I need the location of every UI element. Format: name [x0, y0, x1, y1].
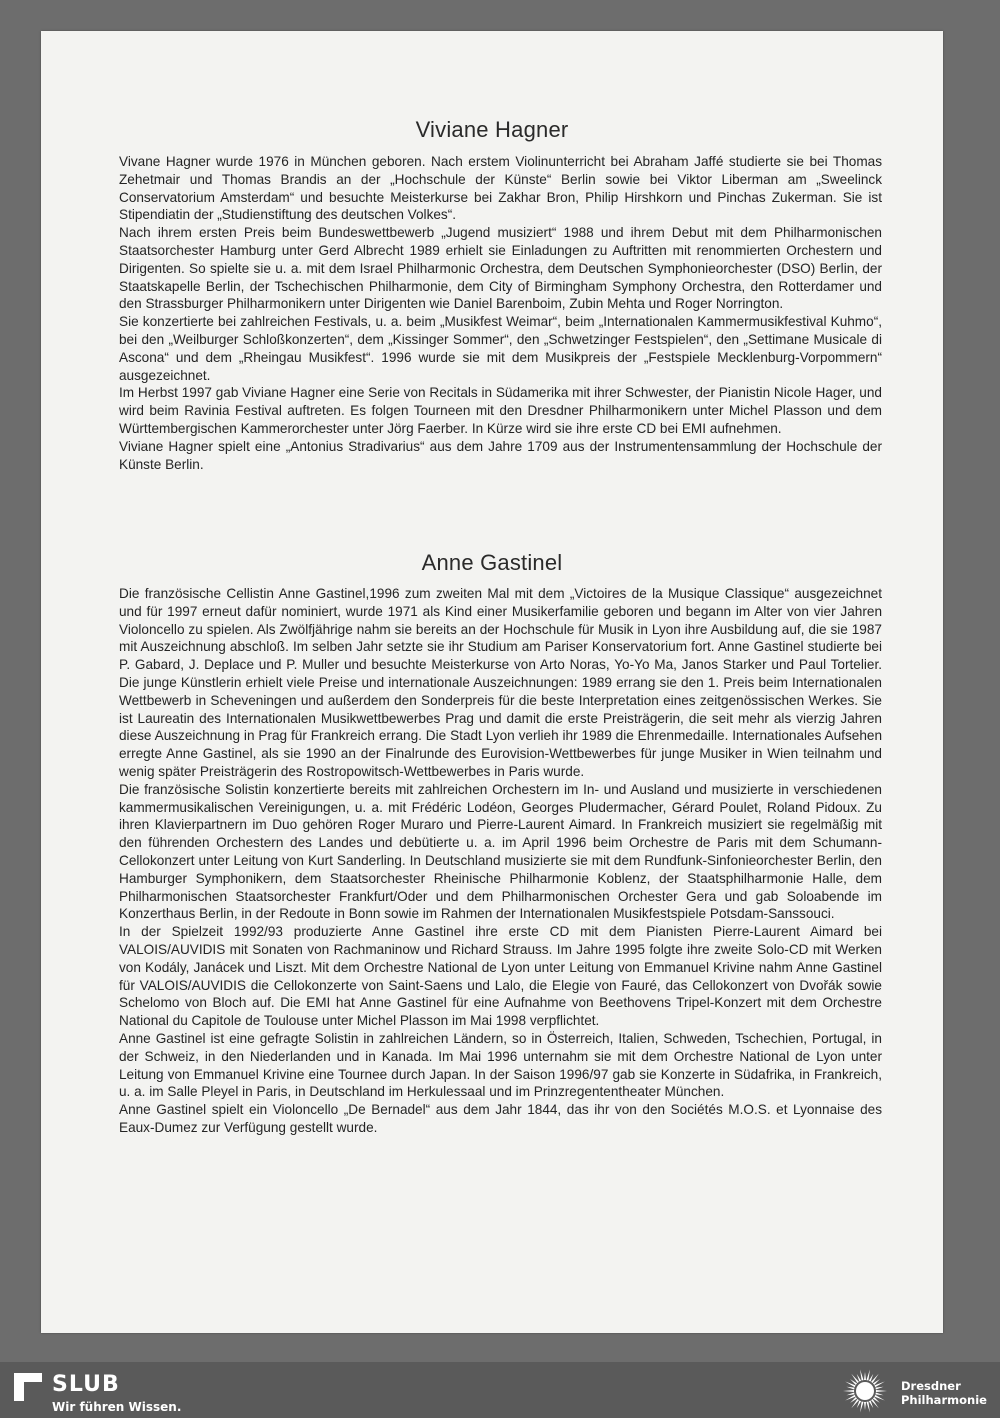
- philharmonie-name[interactable]: [901, 1379, 987, 1407]
- paragraph: Im Herbst 1997 gab Viviane Hagner eine Serie von Recitals in Südamerika mit ihrer Schwester, der Pianistin Nicole Hager, und wird beim Ravinia Festival auftreten. Es folgen Tourneen mit den Dresdner Philharmonikern unter Michel Plasson und dem Württembergischen Kammerorchester unter Jörg Faerber. In Kürze wird sie ihre erste CD bei EMI aufnehmen.: [119, 385, 882, 436]
- sun-ray: [876, 1390, 887, 1392]
- philharmonie-sun-logo-icon[interactable]: [842, 1368, 888, 1414]
- sun-ray: [843, 1390, 854, 1392]
- sun-ray: [866, 1401, 869, 1412]
- paragraph: Anne Gastinel ist eine gefragte Solistin in zahlreichen Ländern, so in Österreich, Italien, Schweden, Tschechien, Portugal, in der Schweiz, in den Niederlanden und in Kanada. Im Mai 1996 unternahm sie mit dem Orchestre National de Lyon unter Leitung von Emmanuel Krivine eine Tournee durch Japan. In der Saison 1996/97 gab sie Konzerte in Südafrika, in Frankreich, u. a. im Salle Pleyel in Paris, in Deutschland im Herkulessaal und im Prinzregententheater München.: [119, 1030, 882, 1100]
- philharmonie-name-line1: Dresdner: [901, 1379, 961, 1393]
- paragraph: Vivane Hagner wurde 1976 in München geboren. Nach erstem Violinunterricht bei Abraham Jaffé studierte sie bei Thomas Zehetmair und Thomas Brandis an der „Hochschule der Künste“ Berlin sowie bei Viktor Liberman am „Sweelinck Conservatorium Amsterdam“ und besuchte Meisterkurse bei Zakhar Bron, Philip Hirshkorn und Pinchas Zukerman. Sie ist Stipendiatin der „Studienstiftung des deutschen Volkes“.: [119, 154, 882, 223]
- paragraph: Sie konzertierte bei zahlreichen Festivals, u. a. beim „Musikfest Weimar“, beim „Internationalen Kammermusikfestival Kuhmo“, bei den „Weilburger Schloßkonzerten“, dem „Kissinger Sommer“, den „Schwetzinger Festspielen“, den „Settimane Musicale di Ascona“ und dem „Rheingau Musikfest“. 1996 wurde sie mit dem Musikpreis der „Festspiele Mecklenburg-Vorpommern“ ausgezeichnet.: [119, 314, 882, 383]
- paragraph: Nach ihrem ersten Preis beim Bundeswettbewerb „Jugend musiziert“ 1988 und ihrem Debut mit dem Philharmonischen Staatsorchester Hamburg unter Gerd Albrecht 1989 erhielt sie Einladungen zu Auftritten mit renommierten Orchestern und Dirigenten. So spielte sie u. a. mit dem Israel Philharmonic Orchestra, dem Deutschen Symphonieorchester (DSO) Berlin, der Staatskapelle Berlin, der Tschechischen Philharmonie, dem City of Birmingham Symphony Orchestra, den Rotterdamer und den Strassburger Philharmonikern unter Dirigenten wie Daniel Barenboim, Zubin Mehta und Roger Norrington.: [119, 225, 882, 312]
- sun-ray: [846, 1387, 854, 1390]
- sun-ray: [875, 1387, 883, 1390]
- paragraph: Die französische Solistin konzertierte bereits mit zahlreichen Orchestern im In- und Ausland und musizierte in verschiedenen kammermusikalischen Vereinigungen, u. a. mit Frédéric Lodéon, Georges Pludermacher, Gérard Poulet, Roland Pidoux. Zu ihren Klavierpartnern im Duo gehören Roger Muraro und Pierre-Laurent Aimard. In Frankreich musiziert sie regelmäßig mit den führenden Orchestern des Landes und debütierte u. a. im April 1996 beim Orchestre de Paris mit dem Schumann-Cellokonzert unter Leitung von Kurt Sanderling. In Deutschland musizierte sie mit dem Rundfunk-Sinfonieorchester Berlin, den Hamburger Symphonikern, dem Staatsorchester Rheinische Philharmonie Koblenz, der Staatsphilharmonie Halle, dem Philharmonischen Staatsorchester Frankfurt/Oder und dem Philharmonischen Orchester Gera und gab Soloabende im Konzerthaus Berlin, in der Redoute in Bonn sowie im Rahmen der Internationalen Musikfestspiele Potsdam-Sanssouci.: [119, 781, 882, 922]
- footer-bar: [0, 1362, 1000, 1418]
- philharmonie-name-line2: Philharmonie: [901, 1393, 987, 1407]
- paragraph: In der Spielzeit 1992/93 produzierte Anne Gastinel ihre erste CD mit dem Pianisten Pierre-Laurent Aimard bei VALOIS/AUVIDIS mit Sonaten von Rachmaninow und Richard Strauss. Im Jahre 1995 folgte ihre zweite Solo-CD mit Werken von Kodály, Janácek und Liszt. Mit dem Orchestre National de Lyon unter Leitung von Emmanuel Krivine nahm Anne Gastinel für VALOIS/AUVIDIS die Cellokonzerte von Saint-Saens und Lalo, die Elegie von Fauré, das Cellokonzert von Dvořák sowie Schelomo von Bloch auf. Die EMI hat Anne Gastinel für eine Aufnahme von Beethovens Tripel-Konzert mit dem Orchestre National du Capitole de Toulouse unter Michel Plasson im Mai 1998 verpflichtet.: [119, 924, 882, 1029]
- slub-logo-icon[interactable]: [14, 1373, 42, 1401]
- sun-ray: [875, 1392, 883, 1395]
- paragraph: Die französische Cellistin Anne Gastinel,1996 zum zweiten Mal mit dem „Victoires de la Musique Classique“ ausgezeichnet und für 1997 erneut dafür nominiert, wurde 1971 als Kind einer Musikerfamilie geboren und begann im Alter von vier Jahren Violoncello zu spielen. Als Zwölfjährige nahm sie bereits an der Hochschule für Musik in Lyon ihre Ausbildung auf, die sie 1987 mit Auszeichnung abschloß. Im selben Jahr setzte sie ihr Studium am Pariser Konservatorium fort. Anne Gastinel studierte bei P. Gabard, J. Deplace und P. Muller und besuchte Meisterkurse von Arto Noras, Yo-Yo Ma, Janos Starker und Paul Tortelier. Die junge Künstlerin erhielt viele Preise und internationale Auszeichnungen: 1989 errang sie den 1. Preis beim Internationalen Wettbewerb in Scheveningen und außerdem den Sonderpreis für die beste Interpretation eines zeitgenössischen Werkes. Sie ist Laureatin des Internationalen Musikwettbewerbes Prag und damit die erste Preisträgerin, die seit mehr als vierzig Jahren diese Auszeichnung in Prag für Frankreich errang. Die Stadt Lyon verlieh ihr 1989 die Ehrenmedaille. Internationales Aufsehen erregte Anne Gastinel, als sie 1990 an der Finalrunde des Eurovision-Wettbewerbes für junge Musiker in Wien teilnahm und wenig später Preisträgerin des Rostropowitsch-Wettbewerbes in Paris wurde.: [119, 586, 882, 779]
- sun-ray: [864, 1402, 866, 1410]
- sun-ray: [871, 1399, 879, 1408]
- slub-tagline: Wir führen Wissen.: [52, 1400, 182, 1414]
- sun-ray: [864, 1372, 866, 1380]
- sun-ray: [860, 1370, 863, 1381]
- sun-ray: [846, 1392, 854, 1395]
- paragraph: Anne Gastinel spielt ein Violoncello „De Bernadel“ aus dem Jahr 1844, das ihr von den Sociétés M.O.S. et Lyonnaise des Eaux-Dumez zur Verfügung gestellt wurde.: [119, 1102, 882, 1135]
- sun-ray: [860, 1401, 863, 1412]
- sun-ray: [851, 1374, 859, 1383]
- sun-ray: [851, 1399, 859, 1408]
- slub-name[interactable]: SLUB: [52, 1372, 120, 1397]
- paragraph: Viviane Hagner spielt eine „Antonius Stradivarius“ aus dem Jahre 1709 aus der Instrumentensammlung der Hochschule der Künste Berlin.: [119, 438, 882, 472]
- document-page: [41, 31, 943, 1333]
- section-body-anne-gastinel: [119, 585, 882, 1137]
- sun-ray: [871, 1374, 879, 1383]
- sun-ray: [866, 1370, 869, 1381]
- section-title-anne-gastinel: Anne Gastinel: [421, 550, 563, 575]
- section-title-viviane-hagner: Viviane Hagner: [415, 117, 569, 142]
- section-body-viviane-hagner: [119, 153, 882, 473]
